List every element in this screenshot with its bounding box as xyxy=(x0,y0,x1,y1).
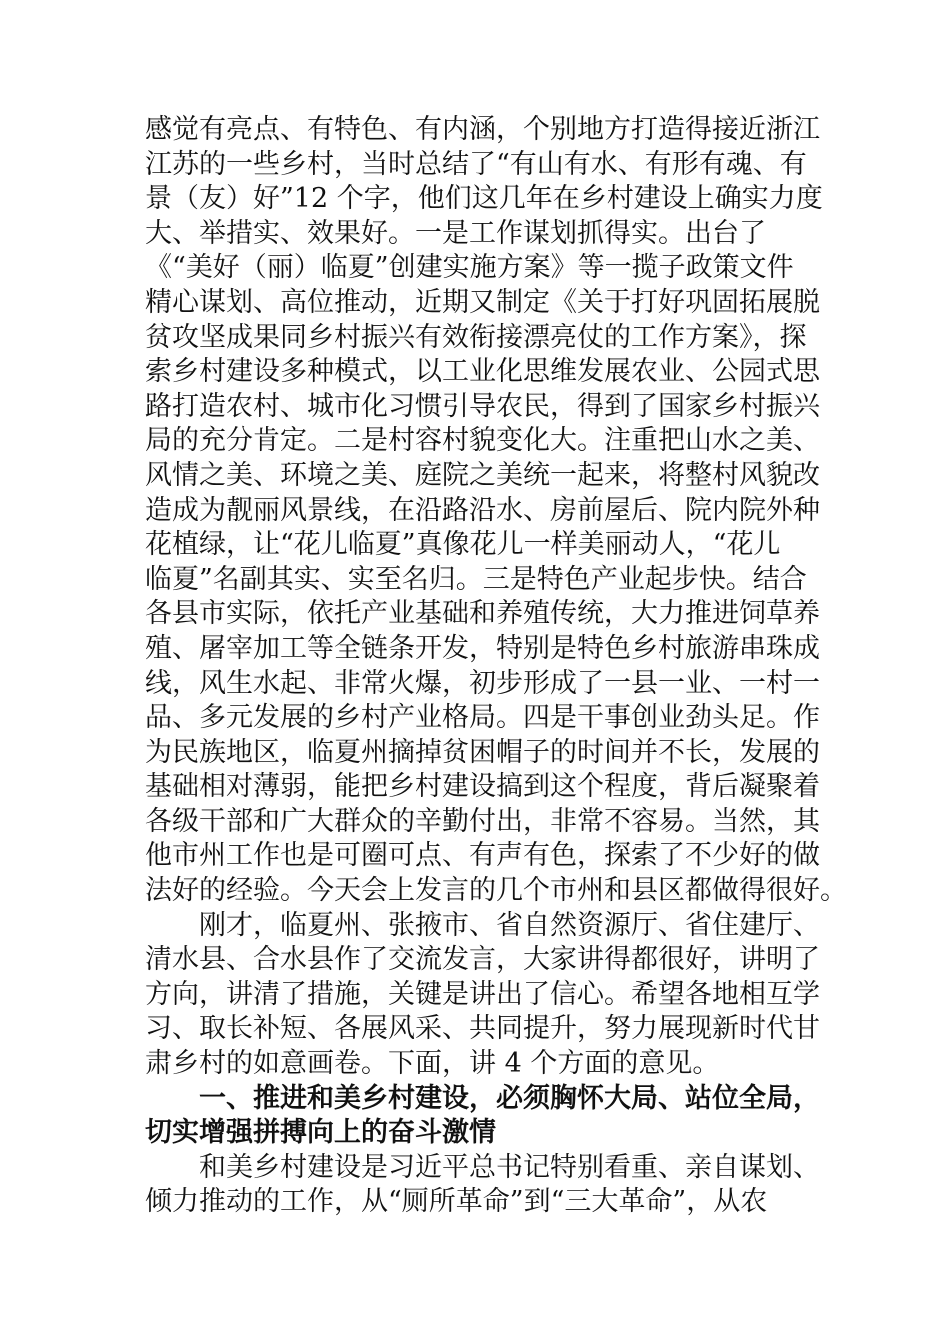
paragraph-line: 大、举措实、效果好。一是工作谋划抓得实。出台了 xyxy=(145,217,766,249)
paragraph-line: 和美乡村建设是习近平总书记特别看重、亲自谋划、 xyxy=(199,1151,820,1183)
paragraph-line: 索乡村建设多种模式，以工业化思维发展农业、公园式思 xyxy=(145,356,820,388)
paragraph-line: 精心谋划、高位推动，近期又制定《关于打好巩固拓展脱 xyxy=(145,286,820,318)
paragraph-line: 线，风生水起、非常火爆，初步形成了一县一业、一村一 xyxy=(145,667,820,699)
paragraph-line: 各级干部和广大群众的辛勤付出，非常不容易。当然，其 xyxy=(145,805,820,837)
section-heading-line: 一、推进和美乡村建设，必须胸怀大局、站位全局， xyxy=(199,1082,820,1114)
paragraph-line: 基础相对薄弱，能把乡村建设搞到这个程度，背后凝聚着 xyxy=(145,771,820,803)
paragraph-line: 清水县、合水县作了交流发言，大家讲得都很好，讲明了 xyxy=(145,944,820,976)
paragraph-line: 刚才，临夏州、张掖市、省自然资源厅、省住建厅、 xyxy=(199,909,820,941)
paragraph-line: 习、取长补短、各展风采、共同提升，努力展现新时代甘 xyxy=(145,1013,820,1045)
paragraph-line: 临夏”名副其实、实至名归。三是特色产业起步快。结合 xyxy=(145,563,807,595)
document-body xyxy=(145,113,847,1220)
paragraph-line: 感觉有亮点、有特色、有内涵，个别地方打造得接近浙江 xyxy=(145,114,820,145)
paragraph-line: 贫攻坚成果同乡村振兴有效衔接漂亮仗的工作方案》，探 xyxy=(145,321,807,353)
paragraph-line: 殖、屠宰加工等全链条开发，特别是特色乡村旅游串珠成 xyxy=(145,632,820,664)
paragraph-line: 肃乡村的如意画卷。下面，讲 4 个方面的意见。 xyxy=(145,1048,720,1080)
paragraph-line: 各县市实际，依托产业基础和养殖传统，大力推进饲草养 xyxy=(145,598,820,630)
paragraph-line: 倾力推动的工作，从“厕所革命”到“三大革命”，从农 xyxy=(145,1186,768,1218)
paragraph-line: 花植绿，让“花儿临夏”真像花儿一样美丽动人，“花儿 xyxy=(145,529,781,561)
section-heading-line: 切实增强拼搏向上的奋斗激情 xyxy=(145,1117,496,1149)
paragraph-line: 他市州工作也是可圈可点、有声有色，探索了不少好的做 xyxy=(145,840,820,872)
paragraph-line: 造成为靓丽风景线，在沿路沿水、房前屋后、院内院外种 xyxy=(145,494,820,526)
paragraph-line: 局的充分肯定。二是村容村貌变化大。注重把山水之美、 xyxy=(145,425,820,457)
paragraph-line: 《“美好（丽）临夏”创建实施方案》等一揽子政策文件 xyxy=(145,252,794,284)
paragraph-line: 法好的经验。今天会上发言的几个市州和县区都做得很好。 xyxy=(145,875,847,907)
paragraph-line: 路打造农村、城市化习惯引导农民，得到了国家乡村振兴 xyxy=(145,390,820,422)
paragraph-line: 为民族地区，临夏州摘掉贫困帽子的时间并不长，发展的 xyxy=(145,736,820,768)
paragraph-line: 品、多元发展的乡村产业格局。四是干事创业劲头足。作 xyxy=(145,702,820,734)
paragraph-line: 江苏的一些乡村，当时总结了“有山有水、有形有魂、有 xyxy=(145,148,807,180)
paragraph-line: 方向，讲清了措施，关键是讲出了信心。希望各地相互学 xyxy=(145,978,820,1010)
paragraph-line: 风情之美、环境之美、庭院之美统一起来，将整村风貌改 xyxy=(145,459,820,491)
paragraph-line: 景（友）好”12 个字，他们这几年在乡村建设上确实力度 xyxy=(145,183,823,215)
